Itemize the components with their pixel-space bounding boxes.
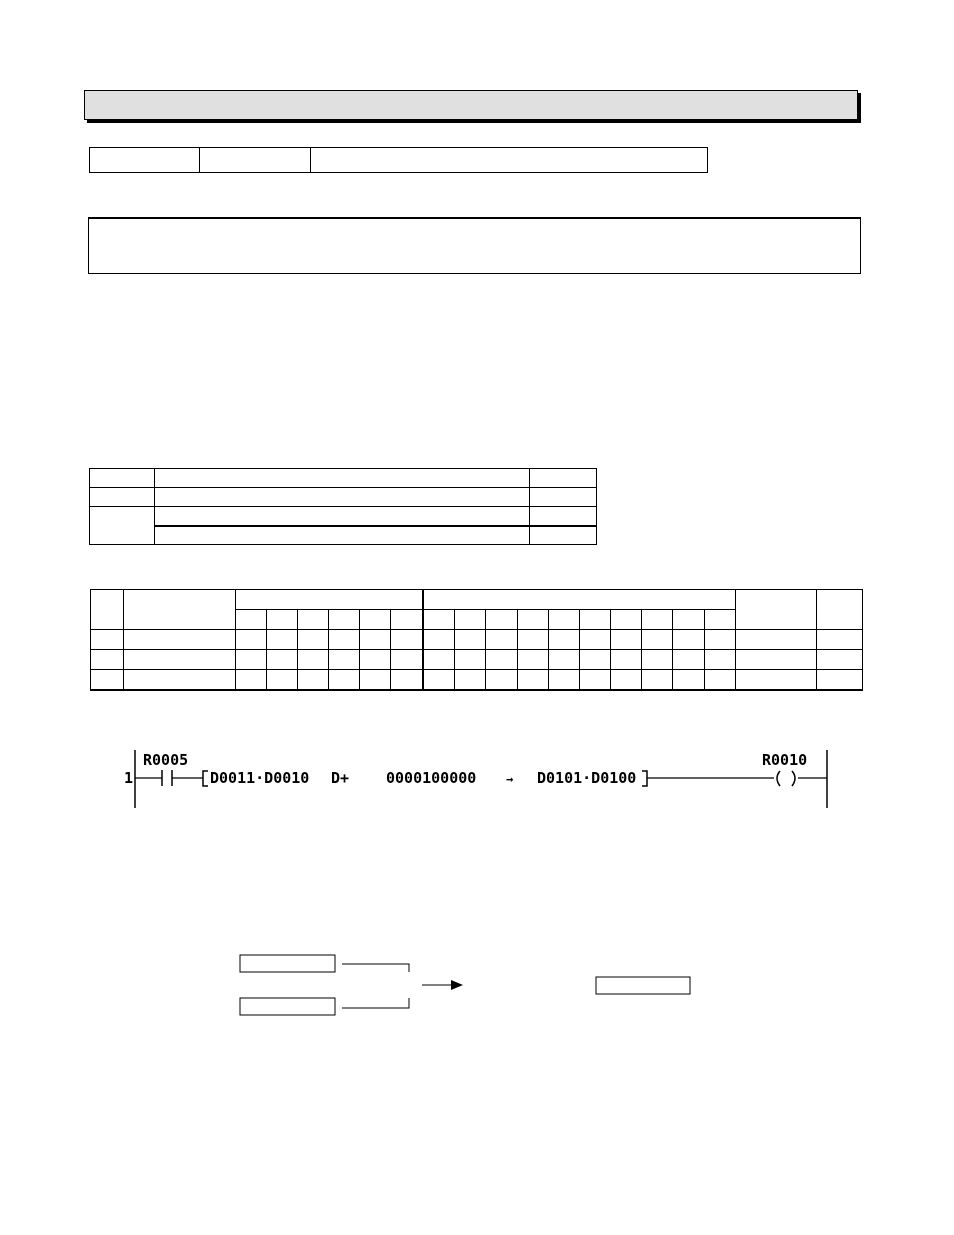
source1-connector: [342, 964, 409, 972]
header-cell-description: [311, 148, 707, 172]
normally-open-contact-icon: [135, 770, 203, 786]
output-coil-label: R0010: [762, 751, 808, 769]
table-row: [91, 650, 863, 670]
table-row: [90, 526, 597, 545]
instruction-open-bracket: [203, 771, 208, 786]
header-cell-name: [200, 148, 311, 172]
instruction-close-bracket: [642, 771, 647, 786]
header-cell-number: [90, 148, 200, 172]
source2-connector: [342, 998, 409, 1008]
instruction-header-row: [89, 147, 708, 173]
operation-flow-diagram: [0, 940, 954, 1030]
destination-box: [596, 977, 690, 994]
instruction-source1: D0011·D0010: [210, 769, 310, 787]
table-row: [91, 630, 863, 650]
table-header-row: [91, 590, 863, 610]
function-expression-box: [88, 217, 861, 274]
table-row: [90, 469, 597, 488]
input-contact-label: R0005: [143, 751, 189, 769]
operand-table: [89, 468, 597, 545]
source2-box: [240, 998, 335, 1015]
flow-arrow-icon: [422, 980, 463, 990]
table-row: [91, 670, 863, 691]
instruction-operator: D+: [331, 769, 350, 787]
table-row: [90, 507, 597, 526]
instruction-arrow: →: [506, 772, 514, 786]
ladder-diagram: [0, 740, 954, 820]
source1-box: [240, 955, 335, 972]
section-title-bar: [84, 90, 858, 120]
output-coil-icon: [777, 771, 827, 786]
instruction-source2: 0000100000: [386, 769, 477, 787]
rung-number: 1: [124, 769, 134, 787]
device-table: [90, 589, 863, 691]
instruction-destination: D0101·D0100: [537, 769, 637, 787]
table-row: [90, 488, 597, 507]
